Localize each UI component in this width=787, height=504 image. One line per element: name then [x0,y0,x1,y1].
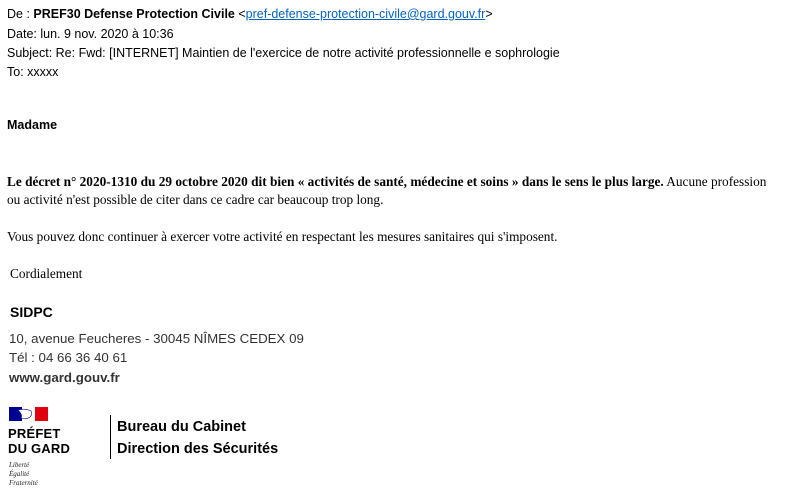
motto-liberte: Liberté [9,461,30,469]
signature-direction: Direction des Sécurités [117,441,279,457]
logo-du-gard: DU GARD [8,441,71,456]
signature-address: 10, avenue Feucheres - 30045 NÎMES CEDEX 09 [9,331,304,346]
logo-prefet: PRÉFET [8,426,61,441]
marianne-flag-icon [9,407,48,421]
date-line: Date: lun. 9 nov. 2020 à 10:36 [7,27,174,41]
signature-phone: Tél : 04 66 36 40 61 [9,350,128,365]
from-name: PREF30 Defense Protection Civile [33,7,235,21]
paragraph-2: Vous pouvez donc continuer à exercer votre activité en respectant les mesures sanitaires qui s'imposent. [7,229,558,244]
paragraph-1-rest: Aucune profession ou activité n'est possible de citer dans ce cadre car beaucoup trop long. [7,174,767,207]
from-line: De : PREF30 Defense Protection Civile <pref-defense-protection-civile@gard.gouv.fr> [7,7,493,21]
closing: Cordialement [10,266,83,281]
from-email-link[interactable]: pref-defense-protection-civile@gard.gouv.fr [245,7,486,21]
subject-line: Subject: Re: Fwd: [INTERNET] Maintien de l'exercice de notre activité professionnelle e sophrologie [7,46,560,60]
from-label: De : [7,7,30,21]
logo-divider [110,415,111,459]
motto-fraternite: Fraternité [9,479,38,487]
salutation: Madame [7,118,58,132]
motto-egalite: Égalité [9,470,30,478]
to-line: To: xxxxx [7,65,59,79]
signature-website[interactable]: www.gard.gouv.fr [9,370,120,385]
paragraph-1 [7,173,777,209]
paragraph-1-bold: Le décret n° 2020-1310 du 29 octobre 2020 dit bien « activités de santé, médecine et soins » dans le sens le plus large. [7,174,664,189]
signature-bureau: Bureau du Cabinet [117,419,246,435]
signature-org: SIDPC [10,304,53,320]
